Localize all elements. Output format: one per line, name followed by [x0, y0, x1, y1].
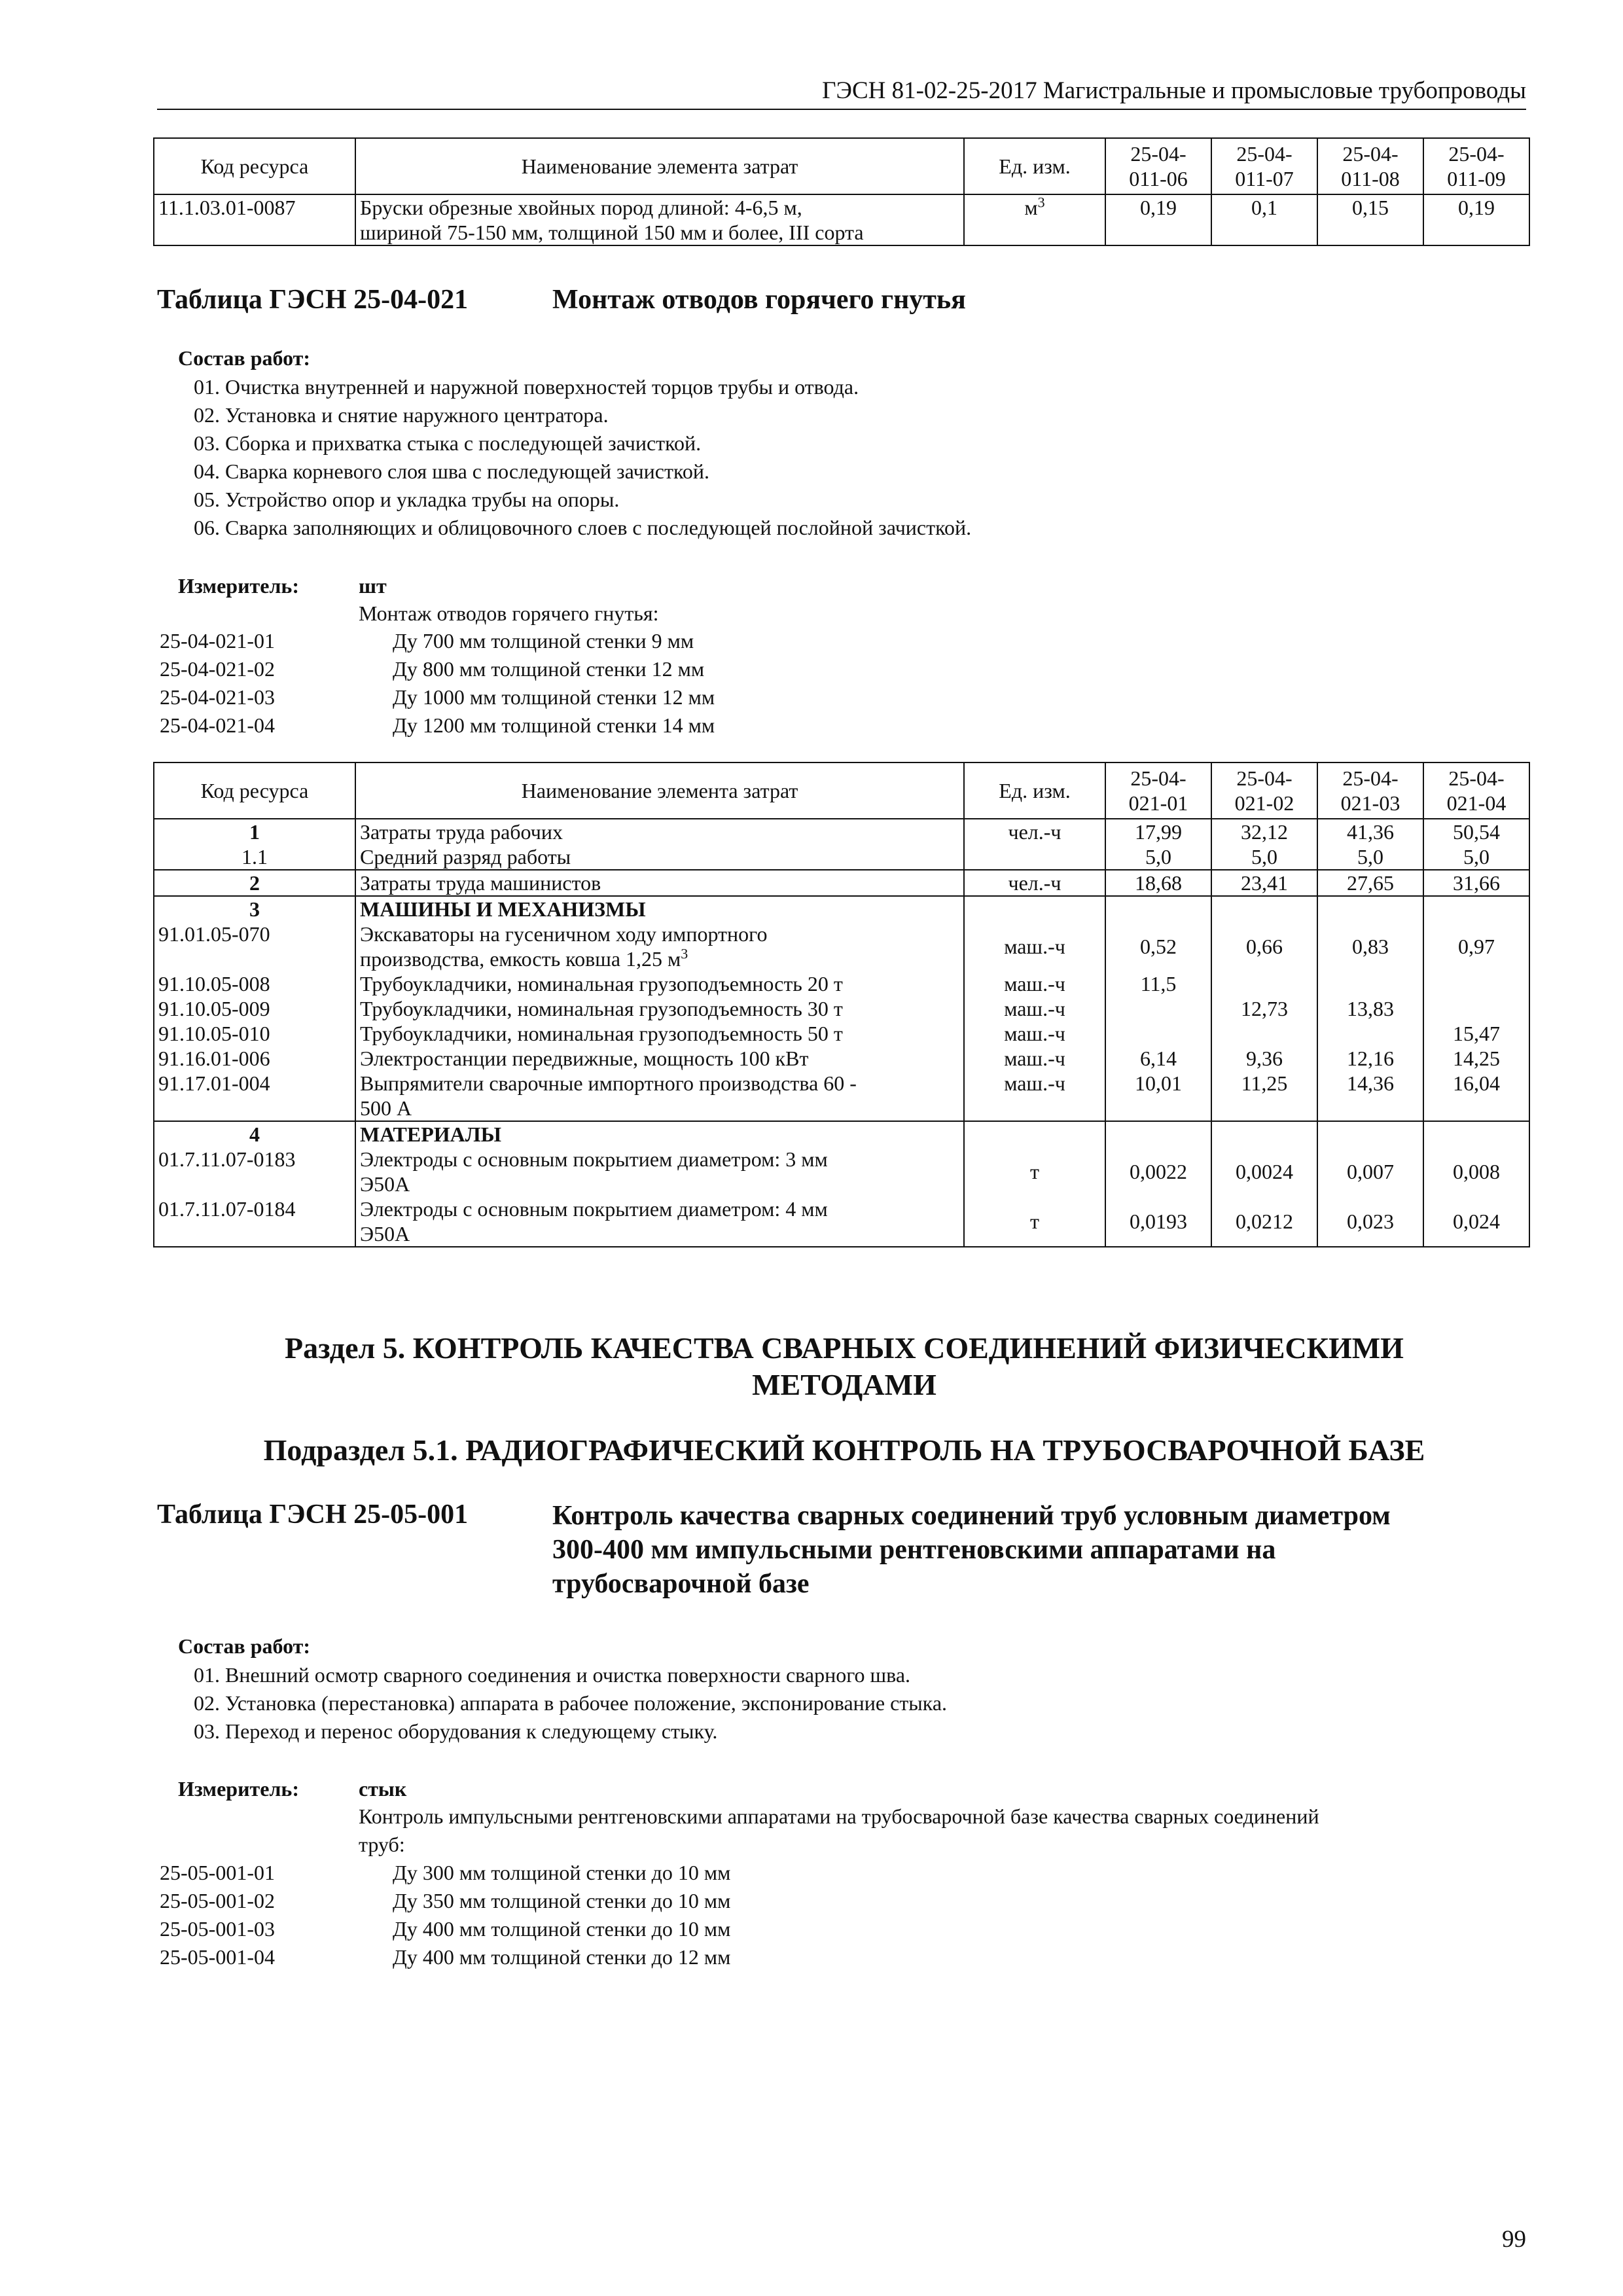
norm-code: 25-05-001-03	[160, 1917, 275, 1941]
col-header-rate: 25-04- 011-06	[1105, 138, 1211, 194]
running-header: ГЭСН 81-02-25-2017 Магистральные и промысловые трубопроводы	[157, 73, 1526, 110]
norm-code: 25-04-021-02	[160, 657, 275, 681]
resource-unit: $м^3$	[964, 194, 1105, 245]
norm-code: 25-04-021-04	[160, 713, 275, 737]
table-row: 01.7.11.07-0183 Электроды с основным покрытием диаметром: 3 мм Э50А т 0,0022 0,0024 0,007 0,008	[154, 1147, 1529, 1196]
col-header-name: Наименование элемента затрат	[355, 762, 964, 819]
norm-code: 25-04-021-01	[160, 629, 275, 653]
norm-code: 25-04-021-03	[160, 685, 275, 709]
table-title: Контроль качества сварных соединений труб условным диаметром 300-400 мм импульсными рентгеновскими аппаратами на трубосварочной базе	[552, 1501, 1391, 1599]
norm-code: 25-05-001-02	[160, 1889, 275, 1912]
table-label: Таблица ГЭСН 25-05-001	[157, 1499, 469, 1530]
rate-value: 0,19	[1105, 194, 1211, 245]
table-row: 91.10.05-009 Трубоукладчики, номинальная грузоподъемность 30 т маш.-ч 12,73 13,83	[154, 996, 1529, 1021]
meter-label: Измеритель:	[178, 1777, 299, 1801]
norm-code: 25-05-001-01	[160, 1861, 275, 1884]
page-number: 99	[1502, 2226, 1526, 2253]
col-header-rate: 25-04- 021-04	[1423, 762, 1529, 819]
meter-value: стык	[359, 1777, 407, 1801]
norm-list	[160, 627, 945, 740]
meter-intro: Контроль импульсными рентгеновскими аппаратами на трубосварочной базе качества сварных соединений труб:	[359, 1804, 1319, 1856]
col-header-rate: 25-04- 011-09	[1423, 138, 1529, 194]
work-item: 02. Установка (перестановка) аппарата в рабочее положение, экспонирование стыка.	[194, 1691, 948, 1715]
works-label: Состав работ:	[178, 1634, 311, 1658]
works-list	[194, 373, 971, 542]
work-item: 03. Переход и перенос оборудования к следующему стыку.	[194, 1719, 718, 1743]
section-title: Раздел 5. КОНТРОЛЬ КАЧЕСТВА СВАРНЫХ СОЕДИНЕНИЙ ФИЗИЧЕСКИМИ МЕТОДАМИ	[285, 1331, 1404, 1401]
col-header-code: Код ресурса	[154, 762, 355, 819]
col-header-unit: Ед. изм.	[964, 138, 1105, 194]
norm-code: 25-05-001-04	[160, 1945, 275, 1969]
table-row	[154, 194, 1529, 245]
works-label: Состав работ:	[178, 346, 311, 370]
norm-list	[160, 1859, 945, 1971]
norm-text: Ду 400 мм толщиной стенки до 12 мм	[393, 1945, 731, 1969]
col-header-rate: 25-04- 021-03	[1317, 762, 1423, 819]
norm-text: Ду 800 мм толщиной стенки 12 мм	[393, 657, 705, 681]
col-header-rate: 25-04- 011-07	[1211, 138, 1317, 194]
work-item: 01. Внешний осмотр сварного соединения и очистка поверхности сварного шва.	[194, 1663, 911, 1687]
table-row: 91.10.05-008 Трубоукладчики, номинальная грузоподъемность 20 т маш.-ч 11,5	[154, 971, 1529, 996]
rate-value: 0,19	[1423, 194, 1529, 245]
works-list	[194, 1661, 947, 1746]
table-row: 91.01.05-070 Экскаваторы на гусеничном ходу импортного производства, емкость ковша 1,25 $м^3$ маш.-ч 0,52 0,66 0,83 0,97	[154, 922, 1529, 971]
table-row: 1 Затраты труда рабочих чел.-ч 17,99 32,12 41,36 50,54	[154, 819, 1529, 844]
meter-label: Измеритель:	[178, 574, 299, 598]
norm-text: Ду 350 мм толщиной стенки до 10 мм	[393, 1889, 731, 1912]
norm-text: Ду 1200 мм толщиной стенки 14 мм	[393, 713, 715, 737]
norm-text: Ду 400 мм толщиной стенки до 10 мм	[393, 1917, 731, 1941]
work-item: 04. Сварка корневого слоя шва с последующей зачисткой.	[194, 459, 710, 483]
resource-name: Бруски обрезные хвойных пород длиной: 4-6,5 м, шириной 75-150 мм, толщиной 150 мм и более, III сорта	[355, 194, 964, 245]
col-header-rate: 25-04- 021-02	[1211, 762, 1317, 819]
norm-text: Ду 300 мм толщиной стенки до 10 мм	[393, 1861, 731, 1884]
work-item: 06. Сварка заполняющих и облицовочного слоев с последующей послойной зачисткой.	[194, 516, 972, 539]
rate-value: 0,1	[1211, 194, 1317, 245]
col-header-name: Наименование элемента затрат	[355, 138, 964, 194]
resource-table-021	[153, 762, 1530, 1247]
resource-code: 11.1.03.01-0087	[154, 194, 355, 245]
subsection-title: Подраздел 5.1. РАДИОГРАФИЧЕСКИЙ КОНТРОЛЬ НА ТРУБОСВАРОЧНОЙ БАЗЕ	[263, 1433, 1425, 1467]
table-row: 91.17.01-004 Выпрямители сварочные импортного производства 60 - 500 А маш.-ч 10,01 11,25 14,36 16,04	[154, 1071, 1529, 1121]
work-item: 05. Устройство опор и укладка трубы на опоры.	[194, 488, 620, 511]
work-item: 03. Сборка и прихватка стыка с последующей зачисткой.	[194, 431, 702, 455]
rate-value: 0,15	[1317, 194, 1423, 245]
col-header-unit: Ед. изм.	[964, 762, 1105, 819]
table-label: Таблица ГЭСН 25-04-021	[157, 285, 469, 315]
table-row: 01.7.11.07-0184 Электроды с основным покрытием диаметром: 4 мм Э50А т 0,0193 0,0212 0,023 0,024	[154, 1196, 1529, 1247]
meter-intro: Монтаж отводов горячего гнутья:	[359, 601, 659, 625]
table-title: Монтаж отводов горячего гнутья	[552, 285, 966, 315]
table-row: 91.16.01-006 Электростанции передвижные, мощность 100 кВт маш.-ч 6,14 9,36 12,16 14,25	[154, 1046, 1529, 1071]
resource-table-011	[153, 137, 1530, 246]
table-row: 1.1 Средний разряд работы 5,0 5,0 5,0 5,0	[154, 844, 1529, 870]
col-header-rate: 25-04- 011-08	[1317, 138, 1423, 194]
table-row: 3 МАШИНЫ И МЕХАНИЗМЫ	[154, 896, 1529, 922]
col-header-code: Код ресурса	[154, 138, 355, 194]
work-item: 01. Очистка внутренней и наружной поверхностей торцов трубы и отвода.	[194, 375, 859, 399]
table-row: 91.10.05-010 Трубоукладчики, номинальная грузоподъемность 50 т маш.-ч 15,47	[154, 1021, 1529, 1046]
table-row: 4 МАТЕРИАЛЫ	[154, 1121, 1529, 1147]
norm-text: Ду 1000 мм толщиной стенки 12 мм	[393, 685, 715, 709]
table-row: 2 Затраты труда машинистов чел.-ч 18,68 23,41 27,65 31,66	[154, 870, 1529, 896]
meter-value: шт	[359, 574, 387, 598]
work-item: 02. Установка и снятие наружного центратора.	[194, 403, 609, 427]
norm-text: Ду 700 мм толщиной стенки 9 мм	[393, 629, 694, 653]
col-header-rate: 25-04- 021-01	[1105, 762, 1211, 819]
